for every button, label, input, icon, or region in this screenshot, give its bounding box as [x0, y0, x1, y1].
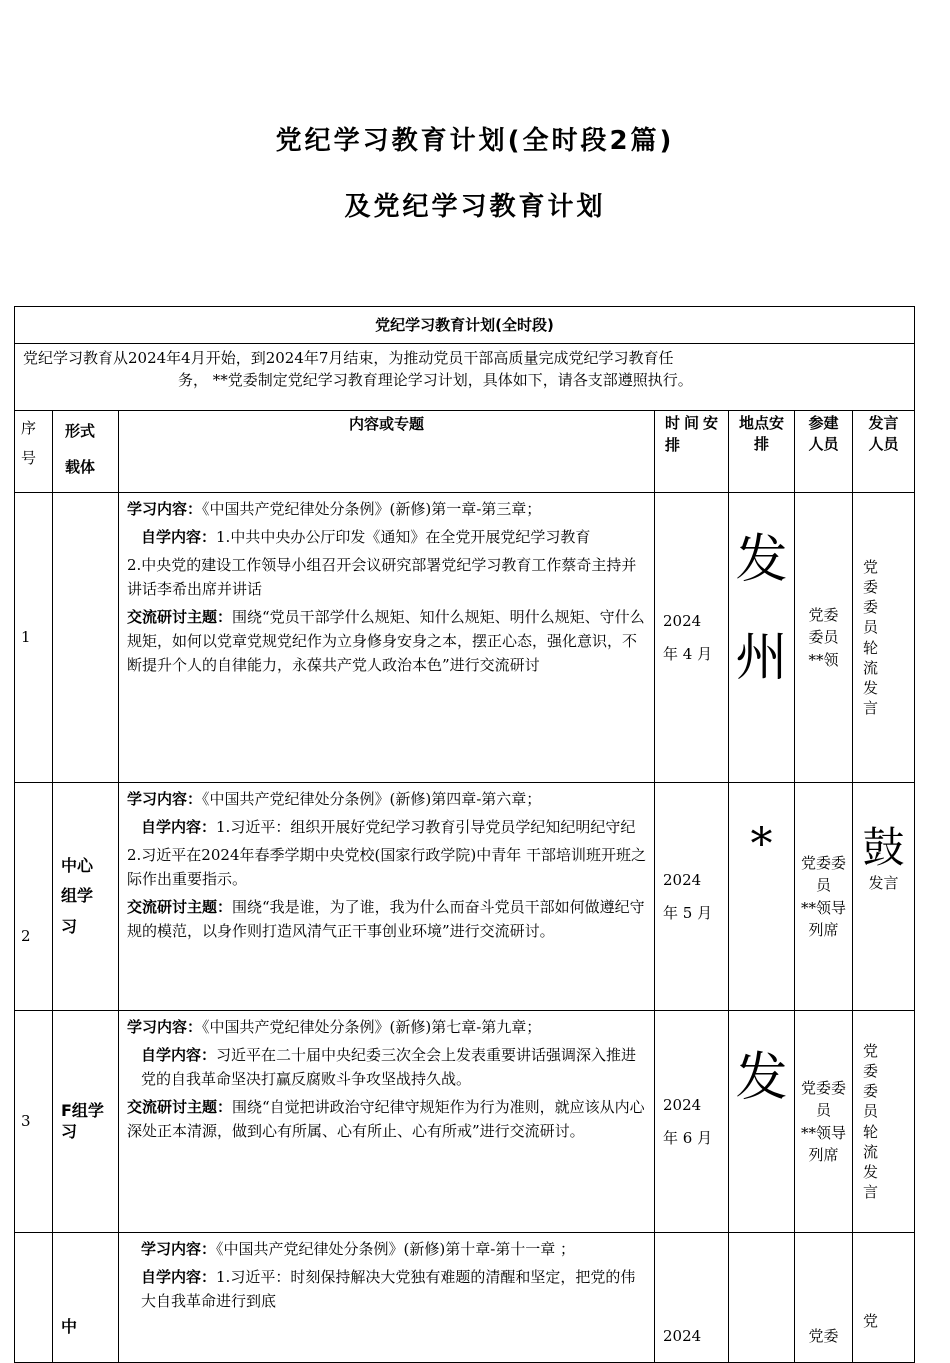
row-content: 学习内容：《中国共产党纪律处分条例》(新修)第一章-第三章； 自学内容：1.中共中央办公厅印发《通知》在全党开展党纪学习教育 2.中央党的建设工作领导小组召开会议研究部署党纪学习教育工作蔡奇主持并讲话李希出席并讲话 交流研讨主题：围绕“党员干部学什么规矩、知什么规矩、明什么规矩、守什么规矩，如何以党章党规党纪作为立身修身安身之本，摆正心态，强化意识，不断提升个人的自律能力，永葆共产党人政治本色”进行交流研讨: [119, 493, 655, 783]
row-time: 2024 年 6 月: [655, 1011, 729, 1233]
row-form: F组学习: [53, 1011, 119, 1233]
header-place: 地点安排: [729, 411, 795, 493]
row-time: 2024 年 4 月: [655, 493, 729, 783]
header-speakers: 发言人员: [853, 411, 915, 493]
header-participants: 参建人员: [795, 411, 853, 493]
row-speakers: 党 委 委 员 轮 流 发 言: [853, 1011, 915, 1233]
row-seq: 2: [15, 783, 53, 1011]
header-form: 形式 载体: [53, 411, 119, 493]
row-time: 2024 年 5 月: [655, 783, 729, 1011]
row-speakers: 党 委 委 员 轮 流 发 言: [853, 493, 915, 783]
table-intro: [15, 344, 915, 411]
table-row: [15, 1233, 915, 1363]
row-content: 学习内容：《中国共产党纪律处分条例》(新修)第十章-第十一章 ； 自学内容：1.习近平：时刻保持解决大党独有难题的清醒和坚定，把党的伟大自我革命进行到底: [119, 1233, 655, 1363]
intro-line-2: 务， **党委制定党纪学习教育理论学习计划，具体如下，请各支部遵照执行。: [178, 370, 693, 389]
row-speakers: 党: [853, 1233, 915, 1363]
row-place: 发: [729, 1011, 795, 1233]
row-time: 2024: [655, 1233, 729, 1363]
row-content: 学习内容：《中国共产党纪律处分条例》(新修)第四章-第六章； 自学内容：1.习近平：组织开展好党纪学习教育引导党员学纪知纪明纪守纪 2.习近平在2024年春季学期中央党校(国家行政学院)中青年 干部培训班开班之际作出重要指示。 交流研讨主题：围绕“我是谁，为了谁，我为什么而奋斗党员干部如何做遵纪守规的模范，以身作则打造风清气正干事创业环境”进行交流研讨。: [119, 783, 655, 1011]
row-form: 中心组学习: [53, 783, 119, 1011]
study-plan-table: [14, 306, 915, 1363]
row-participants: 党委: [795, 1233, 853, 1363]
row-place: *: [729, 783, 795, 1011]
row-participants: 党委委员 **领导列席: [795, 1011, 853, 1233]
table-row: [15, 493, 915, 783]
row-place: [729, 1233, 795, 1363]
header-seq: 序 号: [15, 411, 53, 493]
row-place: 发 州: [729, 493, 795, 783]
row-participants: 党委委员 **领: [795, 493, 853, 783]
document-title: 党纪学习教育计划(全时段2篇): [275, 126, 675, 156]
row-speakers: 鼓 发言: [853, 783, 915, 1011]
table-row: [15, 783, 915, 1011]
row-form: [53, 493, 119, 783]
intro-line-1: 党纪学习教育从2024年4月开始，到2024年7月结束，为推动党员干部高质量完成党纪学习教育任: [23, 349, 674, 367]
table-heading: 党纪学习教育计划(全时段): [15, 307, 915, 344]
header-content: 内容或专题: [119, 411, 655, 493]
row-seq: [15, 1233, 53, 1363]
row-seq: 1: [15, 493, 53, 783]
row-form: 中: [53, 1233, 119, 1363]
document-subtitle: 及党纪学习教育计划: [344, 192, 606, 222]
row-participants: 党委委员 **领导列席: [795, 783, 853, 1011]
row-seq: 3: [15, 1011, 53, 1233]
table-row: [15, 1011, 915, 1233]
row-content: 学习内容：《中国共产党纪律处分条例》(新修)第七章-第九章； 自学内容：习近平在二十届中央纪委三次全会上发表重要讲话强调深入推进党的自我革命坚决打赢反腐败斗争攻坚战持久战。 交流研讨主题：围绕“自觉把讲政治守纪律守规矩作为行为准则，就应该从内心深处正本清源，做到心有所属、心有所止、心有所戒”进行交流研讨。: [119, 1011, 655, 1233]
header-time: 时间安排: [655, 411, 729, 493]
